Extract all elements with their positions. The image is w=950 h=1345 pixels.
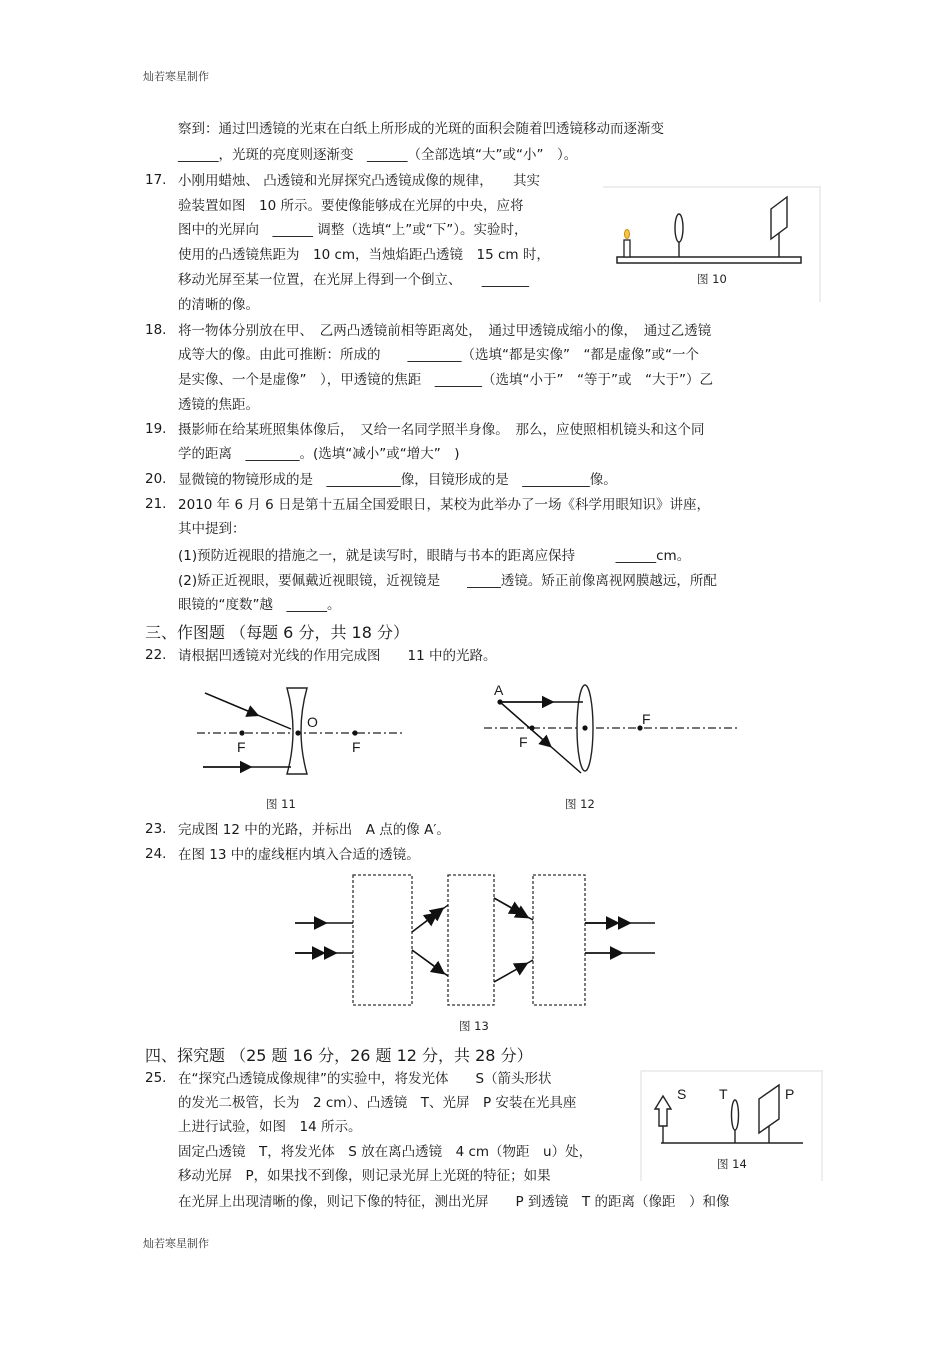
convex-lens-icon xyxy=(732,1100,739,1130)
q21-line: 2010 年 6 月 6 日是第十五届全国爱眼日，某校为此举办了一场《科学用眼知识》讲座， xyxy=(178,497,710,513)
fig14-label-p: P xyxy=(785,1086,795,1102)
page-header: 灿若寒星制作 xyxy=(143,70,209,83)
focal-point xyxy=(239,730,244,735)
q24-text: 在图 13 中的虚线框内填入合适的透镜。 xyxy=(178,847,420,863)
q25-line: 在“探究凸透镜成像规律”的实验中，将发光体 S（箭头形状 xyxy=(178,1071,552,1087)
q19-line: 摄影师在给某班照集体像后， 又给一名同学照半身像。 那么，应使照相机镜头和这个同 xyxy=(178,422,705,438)
convex-lens-icon xyxy=(675,214,683,242)
arrow-object-icon xyxy=(655,1096,671,1126)
section-3-title: 三、作图题 （每题 6 分，共 18 分） xyxy=(145,623,409,642)
fig11-label-o: O xyxy=(307,714,318,730)
q19-number: 19. xyxy=(145,421,167,437)
object-point-a xyxy=(497,699,502,704)
q23-text: 完成图 12 中的光路，并标出 A 点的像 A′。 xyxy=(178,822,450,838)
figure-12 xyxy=(480,680,745,780)
q25-number: 25. xyxy=(145,1070,167,1086)
q25-line: 在光屏上出现清晰的像，则记下像的特征，测出光屏 P 到透镜 T 的距离（像距 ）和像 xyxy=(178,1194,730,1210)
q21-line: (1)预防近视眼的措施之一，就是读写时，眼睛与书本的距离应保持 ______cm。 xyxy=(178,548,691,564)
q19-line: 学的距离 ________。(选填“减小”或“增大” ) xyxy=(178,446,460,462)
q22-text: 请根据凹透镜对光线的作用完成图 11 中的光路。 xyxy=(178,648,497,664)
q21-line: (2)矫正近视眼，要佩戴近视眼镜，近视镜是 _____透镜。矫正前像离视网膜越远，所配 xyxy=(178,573,717,589)
focal-point xyxy=(529,725,534,730)
q18-number: 18. xyxy=(145,322,167,338)
q17-line: 的清晰的像。 xyxy=(178,297,259,313)
figure-13 xyxy=(295,872,657,1008)
q24-number: 24. xyxy=(145,846,167,862)
q17-line: 图中的光屏向 ______ 调整（选填“上”或“下”）。实验时， xyxy=(178,222,528,238)
fig11-label-f: F xyxy=(237,739,246,755)
optical-center xyxy=(295,730,300,735)
fig11-label-f: F xyxy=(352,739,361,755)
fig14-label-s: S xyxy=(677,1086,687,1102)
q16-line1: 察到：通过凹透镜的光束在白纸上所形成的光斑的面积会随着凹透镜移动而逐渐变 xyxy=(178,121,664,137)
figure-11 xyxy=(195,685,410,780)
q17-line: 验装置如图 10 所示。要使像能够成在光屏的中央，应将 xyxy=(178,198,524,214)
fig12-label-f: F xyxy=(519,734,528,750)
q25-line: 固定凸透镜 T，将发光体 S 放在离凸透镜 4 cm（物距 u）处， xyxy=(178,1144,593,1160)
focal-point xyxy=(352,730,357,735)
q25-line: 上进行试验，如图 14 所示。 xyxy=(178,1119,362,1135)
screen-icon xyxy=(759,1085,779,1133)
figure-14-caption: 图 14 xyxy=(717,1157,747,1171)
q20-number: 20. xyxy=(145,471,167,487)
q16-line2: ______，光斑的亮度则逐渐变 ______（全部选填“大”或“小” ）。 xyxy=(178,147,578,163)
figure-10-caption: 图 10 xyxy=(697,272,727,286)
figure-11-caption: 图 11 xyxy=(266,797,296,811)
q18-line: 是实像、一个是虚像” ），甲透镜的焦距 _______（选填“小于” “等于”或 “大于”）乙 xyxy=(178,372,713,388)
q17-line: 使用的凸透镜焦距为 10 cm，当烛焰距凸透镜 15 cm 时， xyxy=(178,247,550,263)
section-4-title: 四、探究题 （25 题 16 分，26 题 12 分，共 28 分） xyxy=(145,1046,533,1065)
q18-line: 成等大的像。由此可推断：所成的 ________（选填“都是实像” “都是虚像”或“一个 xyxy=(178,347,699,363)
flame-icon xyxy=(625,230,630,239)
q25-line: 移动光屏 P，如果找不到像，则记录光屏上光斑的特征；如果 xyxy=(178,1168,551,1184)
figure-13-caption: 图 13 xyxy=(459,1019,489,1033)
lens-box-3 xyxy=(533,875,585,1005)
q23-number: 23. xyxy=(145,821,167,837)
q17-line: 小刚用蜡烛、 凸透镜和光屏探究凸透镜成像的规律， 其实 xyxy=(178,173,541,189)
q25-line: 的发光二极管，长为 2 cm）、凸透镜 T、光屏 P 安装在光具座 xyxy=(178,1095,577,1111)
fig12-label-a: A xyxy=(494,682,504,698)
q18-line: 将一物体分别放在甲、 乙两凸透镜前相等距离处， 通过甲透镜成缩小的像， 通过乙透镜 xyxy=(178,323,712,339)
lens-box-1 xyxy=(353,875,412,1005)
q17-line: 移动光屏至某一位置，在光屏上得到一个倒立、 _______ xyxy=(178,272,529,288)
figure-12-caption: 图 12 xyxy=(565,797,595,811)
q21-number: 21. xyxy=(145,496,167,512)
q18-line: 透镜的焦距。 xyxy=(178,397,259,413)
q22-number: 22. xyxy=(145,647,167,663)
page-footer: 灿若寒星制作 xyxy=(143,1237,209,1250)
optical-bench xyxy=(617,257,801,263)
q17-number: 17. xyxy=(145,172,167,188)
q21-line: 其中提到： xyxy=(178,521,246,537)
screen-icon xyxy=(771,197,787,239)
q21-line: 眼镜的“度数”越 ______。 xyxy=(178,597,341,613)
fig12-label-f: F xyxy=(642,711,651,727)
candle-icon xyxy=(624,240,630,257)
lens-box-2 xyxy=(448,875,494,1005)
q20-text: 显微镜的物镜形成的是 ___________像，目镜形成的是 __________像。 xyxy=(178,472,617,488)
fig14-label-t: T xyxy=(719,1086,728,1102)
optical-center xyxy=(582,725,587,730)
